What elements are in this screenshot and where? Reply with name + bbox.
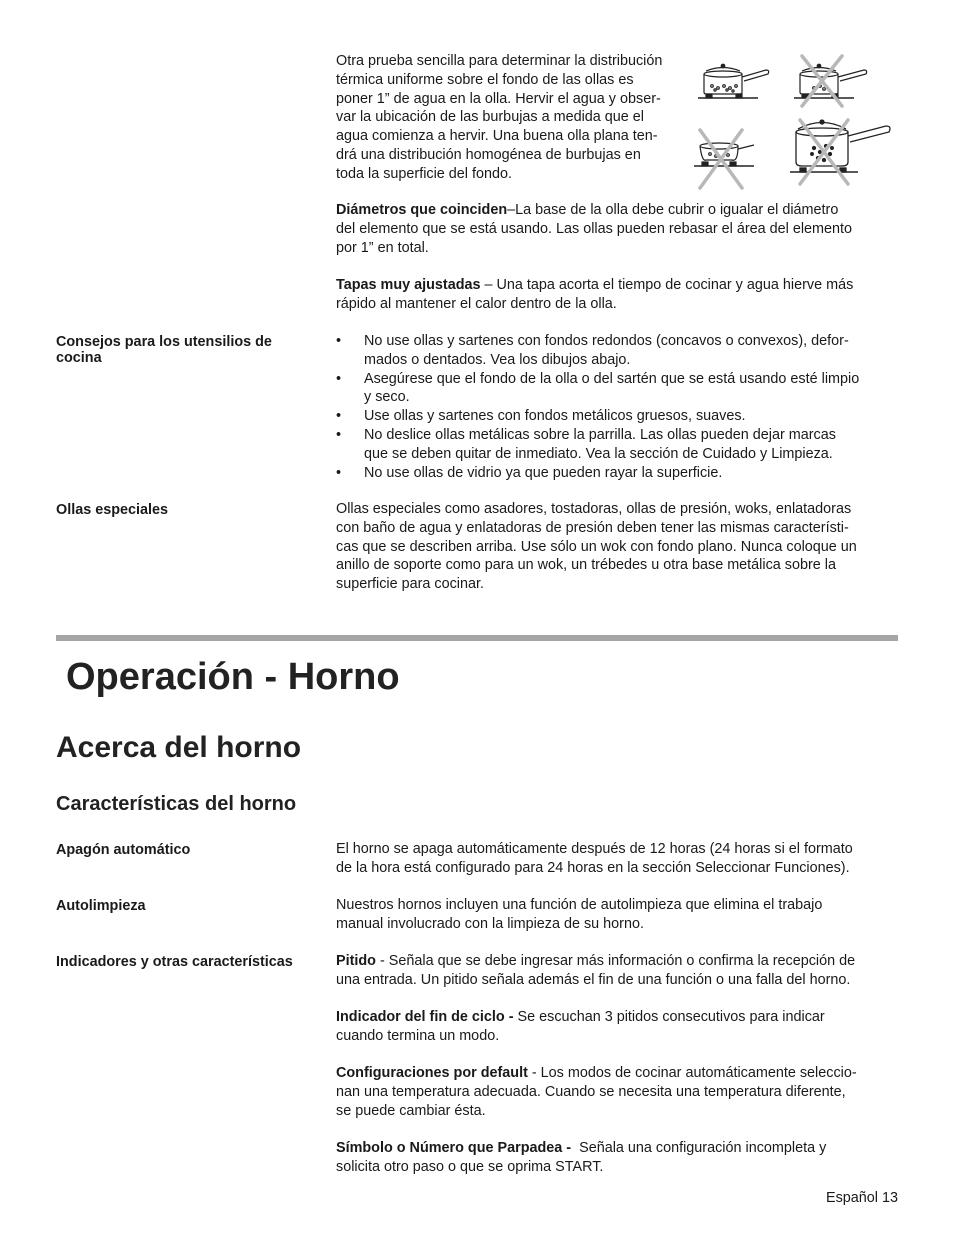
section-title: Operación - Horno <box>66 656 400 698</box>
intro-line: poner 1” de agua en la olla. Hervir el agua y obser- <box>336 90 661 107</box>
pitido-paragraph: Pitido - Señala que se debe ingresar más información o confirma la recepción de una entrada. Un pitido señala además el fin de una función o una falla del horno. <box>336 953 856 988</box>
intro-line: var la ubicación de las burbujas a medida que el <box>336 109 644 126</box>
especiales-paragraph: Ollas especiales como asadores, tostadoras, ollas de presión, woks, enlatadoras con baño de agua y enlatadoras de presión deben tener las mismas característi- cas que se describen arriba. Use sólo un wok con fondo plano. Nunca coloque un anillo de soporte como para un wok, un trébedes u otra base metálica sobre la superficie para cocinar. <box>336 501 857 593</box>
indicadores-label: Indicadores y otras características <box>56 954 293 970</box>
section-divider <box>56 635 898 641</box>
tapas-title: Tapas muy ajustadas <box>336 277 481 293</box>
list-item: • Asegúrese que el fondo de la olla o del sartén que se está usando esté limpio y seco. <box>336 370 860 406</box>
pitido-title: Pitido <box>336 953 376 969</box>
list-item: • No use ollas de vidrio ya que pueden rayar la superficie. <box>336 464 723 481</box>
simbolo-paragraph: Símbolo o Número que Parpadea - Señala una configuración incompleta y solicita otro paso o que se oprima START. <box>336 1140 827 1175</box>
diametros-title: Diámetros que coinciden <box>336 202 508 218</box>
section-subsubtitle: Características del horno <box>56 793 297 815</box>
list-item: • No deslice ollas metálicas sobre la parrilla. Las ollas pueden dejar marcas que se deben quitar de inmediato. Vea la sección de Cuidado y Limpieza. <box>336 426 836 462</box>
default-paragraph: Configuraciones por default - Los modos de cocinar automáticamente seleccio- nan una temperatura adecuada. Cuando se necesita una temperatura diferente, se puede cambiar ésta. <box>336 1065 857 1119</box>
intro-line: toda la superficie del fondo. <box>336 165 513 182</box>
section-subtitle: Acerca del horno <box>56 731 302 764</box>
simbolo-title: Símbolo o Número que Parpadea - <box>336 1140 572 1156</box>
autolimpieza-paragraph: Nuestros hornos incluyen una función de autolimpieza que elimina el trabajo manual involucrado con la limpieza de su horno. <box>336 897 823 932</box>
intro-paragraph <box>336 52 686 184</box>
fin-ciclo-paragraph: Indicador del fin de ciclo - Se escuchan 3 pitidos consecutivos para indicar cuando termina un modo. <box>336 1009 825 1044</box>
intro-line: térmica uniforme sobre el fondo de las ollas es <box>336 71 634 88</box>
intro-line: Otra prueba sencilla para determinar la distribución <box>336 53 663 69</box>
good-pot-icon <box>698 64 769 98</box>
fin-ciclo-title: Indicador del fin de ciclo - <box>336 1009 514 1025</box>
consejos-list <box>336 332 898 482</box>
especiales-label: Ollas especiales <box>56 502 169 518</box>
apagon-paragraph: El horno se apaga automáticamente después de 12 horas (24 horas si el formato de la hora está configurado para 24 horas en la sección Seleccionar Funciones). <box>336 841 853 876</box>
tapas-paragraph: Tapas muy ajustadas – Una tapa acorta el tiempo de cocinar y agua hierve más rápido al mantener el calor dentro de la olla. <box>336 277 854 312</box>
diametros-paragraph: Diámetros que coinciden–La base de la olla debe cubrir o igualar el diámetro del elemento que se está usando. Las ollas pueden rebasar el área del elemento por 1” en total. <box>336 202 853 256</box>
intro-line: agua comienza a hervir. Una buena olla plana ten- <box>336 128 658 145</box>
cross-mark-icon <box>800 120 848 184</box>
consejos-label: Consejos para los utensilios de cocina <box>56 334 272 366</box>
default-title: Configuraciones por default <box>336 1065 528 1081</box>
page-number: Español 13 <box>825 1190 898 1206</box>
list-item: • No use ollas y sartenes con fondos redondos (concavos o convexos), defor- mados o dentados. Vea los dibujos abajo. <box>336 333 849 368</box>
autolimpieza-label: Autolimpieza <box>56 898 146 914</box>
apagon-label: Apagón automático <box>56 842 191 858</box>
intro-line: drá una distribución homogénea de burbujas en <box>336 146 641 163</box>
pot-bubble-test-illustration <box>690 50 900 192</box>
list-item: • Use ollas y sartenes con fondos metálicos gruesos, suaves. <box>336 408 746 425</box>
